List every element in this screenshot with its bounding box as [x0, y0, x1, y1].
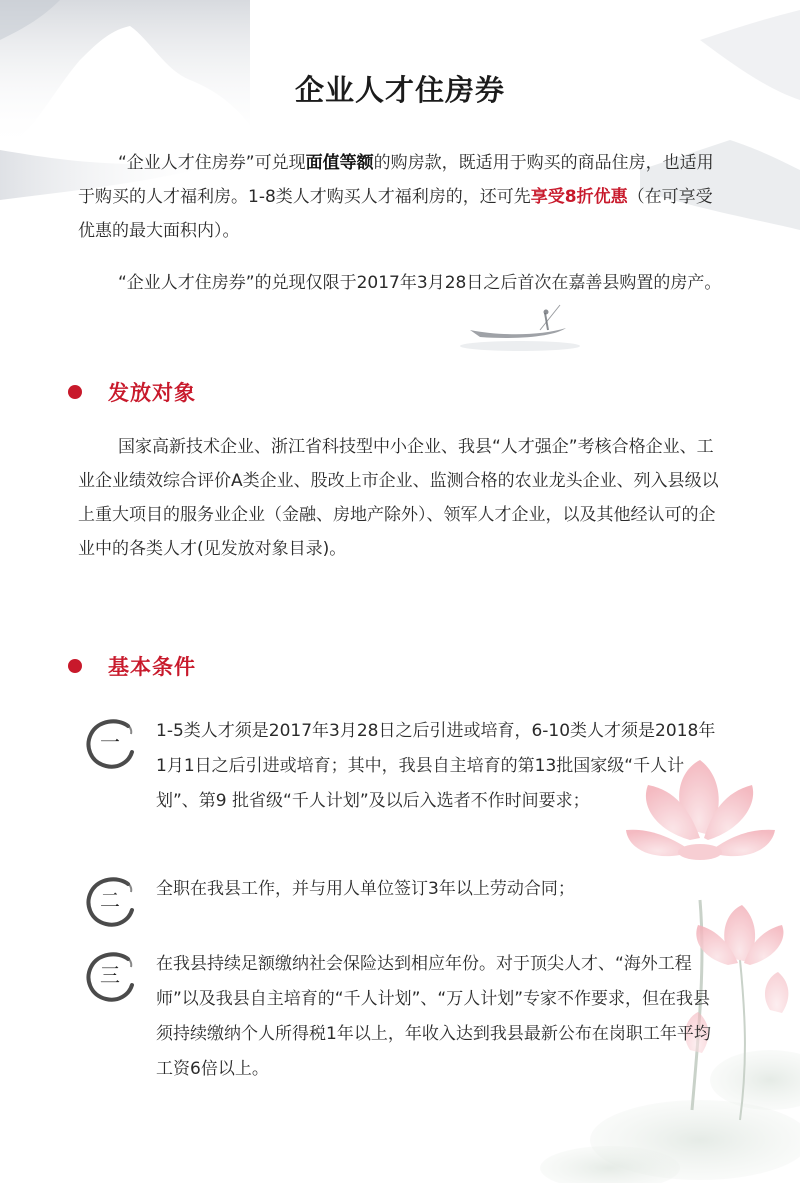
ink-circle-badge-icon	[82, 872, 142, 928]
section-title: 基本条件	[108, 655, 196, 679]
bullet-dot-icon	[68, 659, 82, 673]
target-text: 国家高新技术企业、浙江省科技型中小企业、我县“人才强企”考核合格企业、工业企业绩效综合评价A类企业、股改上市企业、监测合格的农业龙头企业、列入县级以上重大项目的服务业企业（金融、房地产除外）、领军人才企业，以及其他经认可的企业中的各类人才(见发放对象目录)。	[78, 437, 719, 559]
bullet-dot-icon	[68, 385, 82, 399]
badge-number: 三	[100, 963, 120, 987]
intro-text: 的购房款，既适用于购买的商品住房，也适用于购买的人才福利房。1-8类人才购买人才福利房的，还可先	[78, 153, 714, 207]
highlight-discount: 享受8折优惠	[530, 187, 628, 207]
section-title: 发放对象	[108, 381, 196, 405]
intro-paragraph-2	[78, 266, 726, 300]
section-heading-conditions	[68, 651, 196, 681]
condition-text: 在我县持续足额缴纳社会保险达到相应年份。对于顶尖人才、“海外工程师”以及我县自主培育的“千人计划”、“万人计划”专家不作要求，但在我县须持续缴纳个人所得税1年以上，年收入达到我县最新公布在岗职工年平均工资6倍以上。	[156, 954, 711, 1079]
condition-text: 全职在我县工作，并与用人单位签订3年以上劳动合同；	[156, 879, 575, 899]
condition-item	[82, 714, 722, 819]
ink-circle-badge-icon	[82, 714, 142, 770]
condition-text: 1-5类人才须是2017年3月28日之后引进或培育，6-10类人才须是2018年1月1日之后引进或培育；其中，我县自主培育的第13批国家级“千人计划”、第9 批省级“千人计划”及以后入选者不作时间要求；	[156, 721, 716, 811]
page-title: 企业人才住房券	[294, 73, 505, 107]
section-heading-target	[68, 377, 196, 407]
badge-number: 二	[100, 888, 120, 912]
intro-text: “企业人才住房券”的兑现仅限于2017年3月28日之后首次在嘉善县购置的房产。	[118, 273, 722, 293]
intro-paragraph-1	[78, 146, 726, 248]
highlight-face-value: 面值等额	[305, 153, 374, 173]
condition-item	[82, 872, 722, 928]
condition-item	[82, 947, 722, 1087]
intro-text: “企业人才住房券”可兑现	[118, 153, 306, 173]
target-paragraph	[78, 430, 726, 566]
badge-number: 一	[100, 730, 120, 754]
ink-circle-badge-icon	[82, 947, 142, 1003]
intro-text: （在可享受优惠的最大面积内）。	[78, 187, 713, 241]
